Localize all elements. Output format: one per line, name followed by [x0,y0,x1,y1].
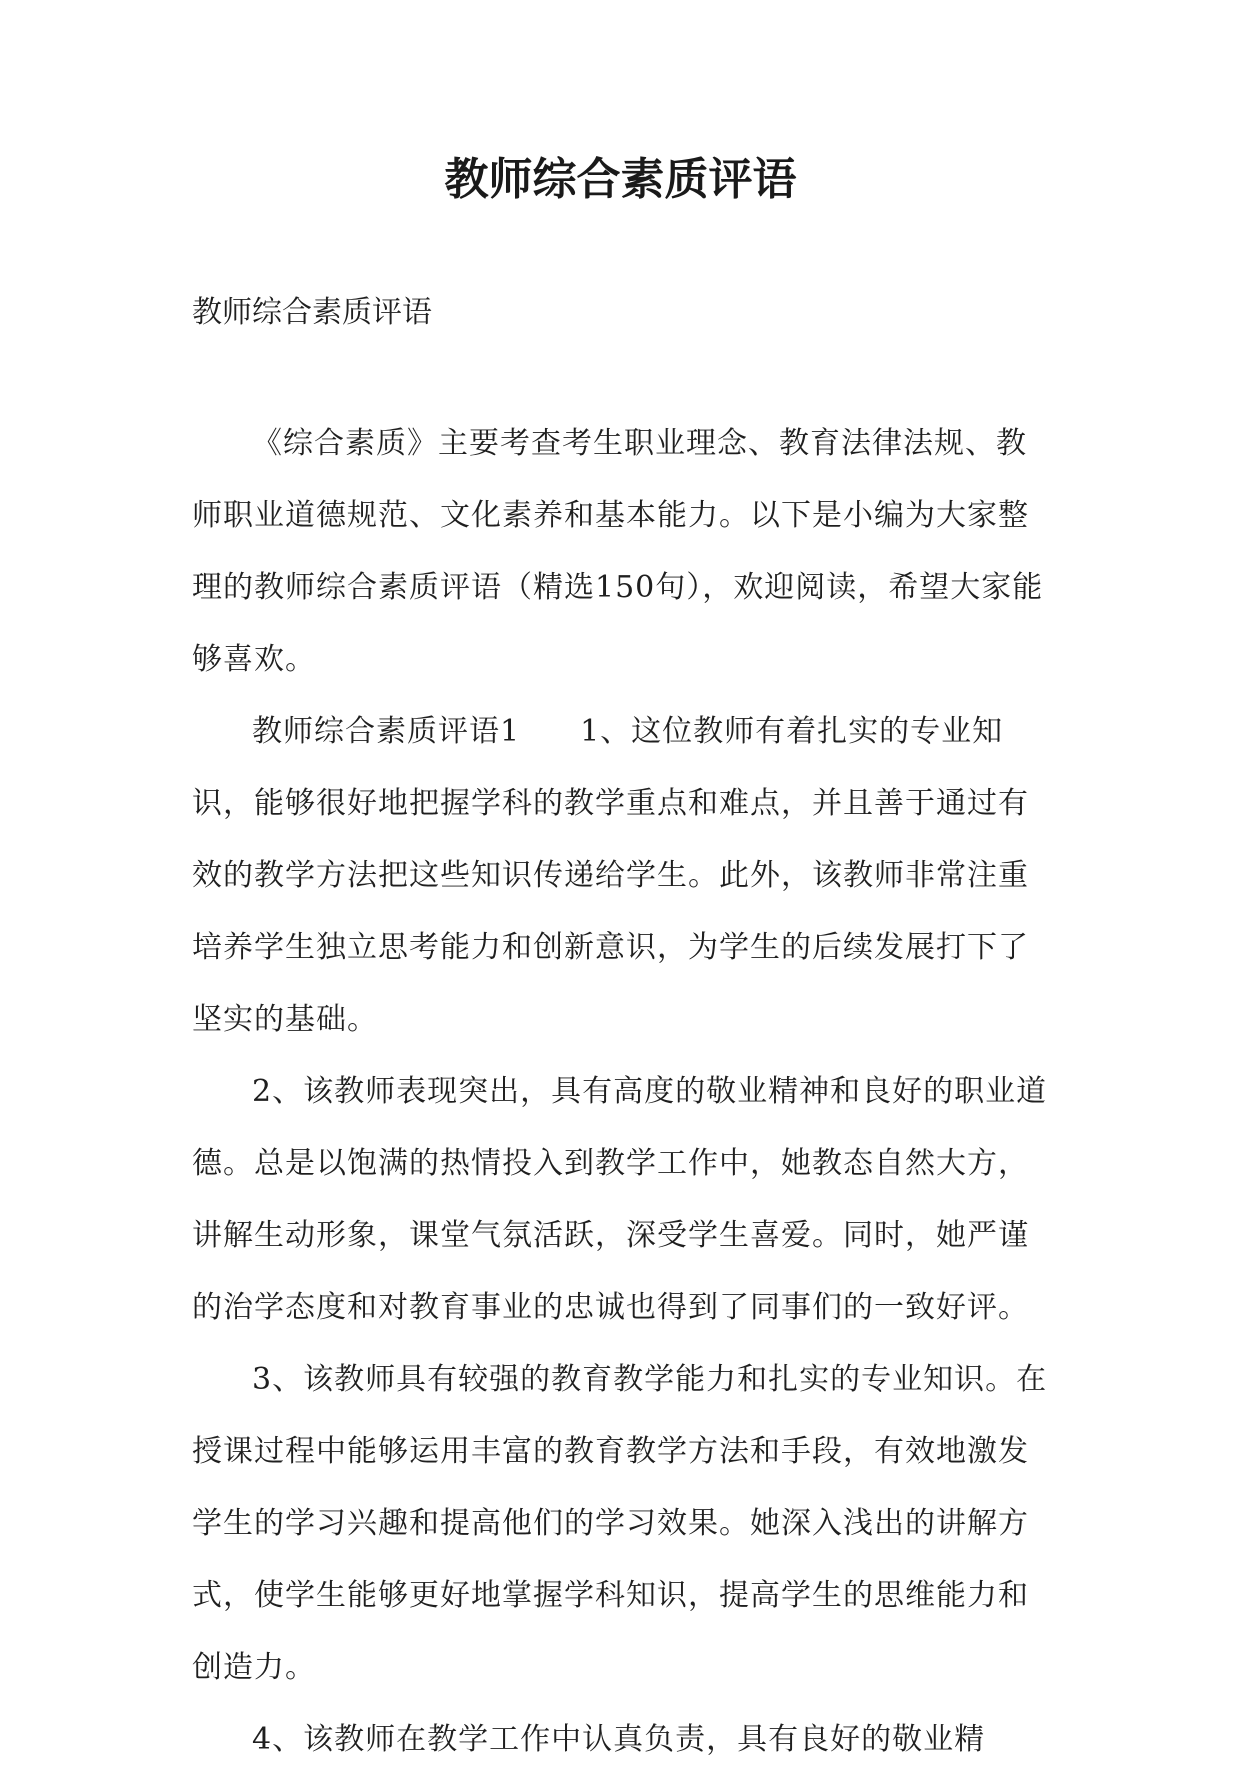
section-heading: 教师综合素质评语1 [252,714,521,749]
document-title: 教师综合素质评语 [444,154,797,205]
document-body [192,408,1052,1776]
item-3-paragraph: 3、该教师具有较强的教育教学能力和扎实的专业知识。在授课过程中能够运用丰富的教育教学方法和手段，有效地激发学生的学习兴趣和提高他们的学习效果。她深入浅出的讲解方式，使学生能够更好地掌握学科知识，提高学生的思维能力和创造力。 [192,1362,1048,1685]
intro-paragraph: 《综合素质》主要考查考生职业理念、教育法律法规、教师职业道德规范、文化素养和基本能力。以下是小编为大家整理的教师综合素质评语（精选150句），欢迎阅读，希望大家能够喜欢。 [192,426,1044,677]
item-4-paragraph: 4、该教师在教学工作中认真负责，具有良好的敬业精 [252,1722,986,1757]
document-subtitle: 教师综合素质评语 [192,295,432,330]
item-1-paragraph [192,696,1052,1056]
item-2-paragraph: 2、该教师表现突出，具有高度的敬业精神和良好的职业道德。总是以饱满的热情投入到教学工作中，她教态自然大方，讲解生动形象，课堂气氛活跃，深受学生喜爱。同时，她严谨的治学态度和对教育事业的忠诚也得到了同事们的一致好评。 [192,1074,1048,1325]
item-1-text: 1、这位教师有着扎实的专业知识，能够很好地把握学科的教学重点和难点，并且善于通过有效的教学方法把这些知识传递给学生。此外，该教师非常注重培养学生独立思考能力和创新意识，为学生的后续发展打下了坚实的基础。 [192,714,1029,1037]
